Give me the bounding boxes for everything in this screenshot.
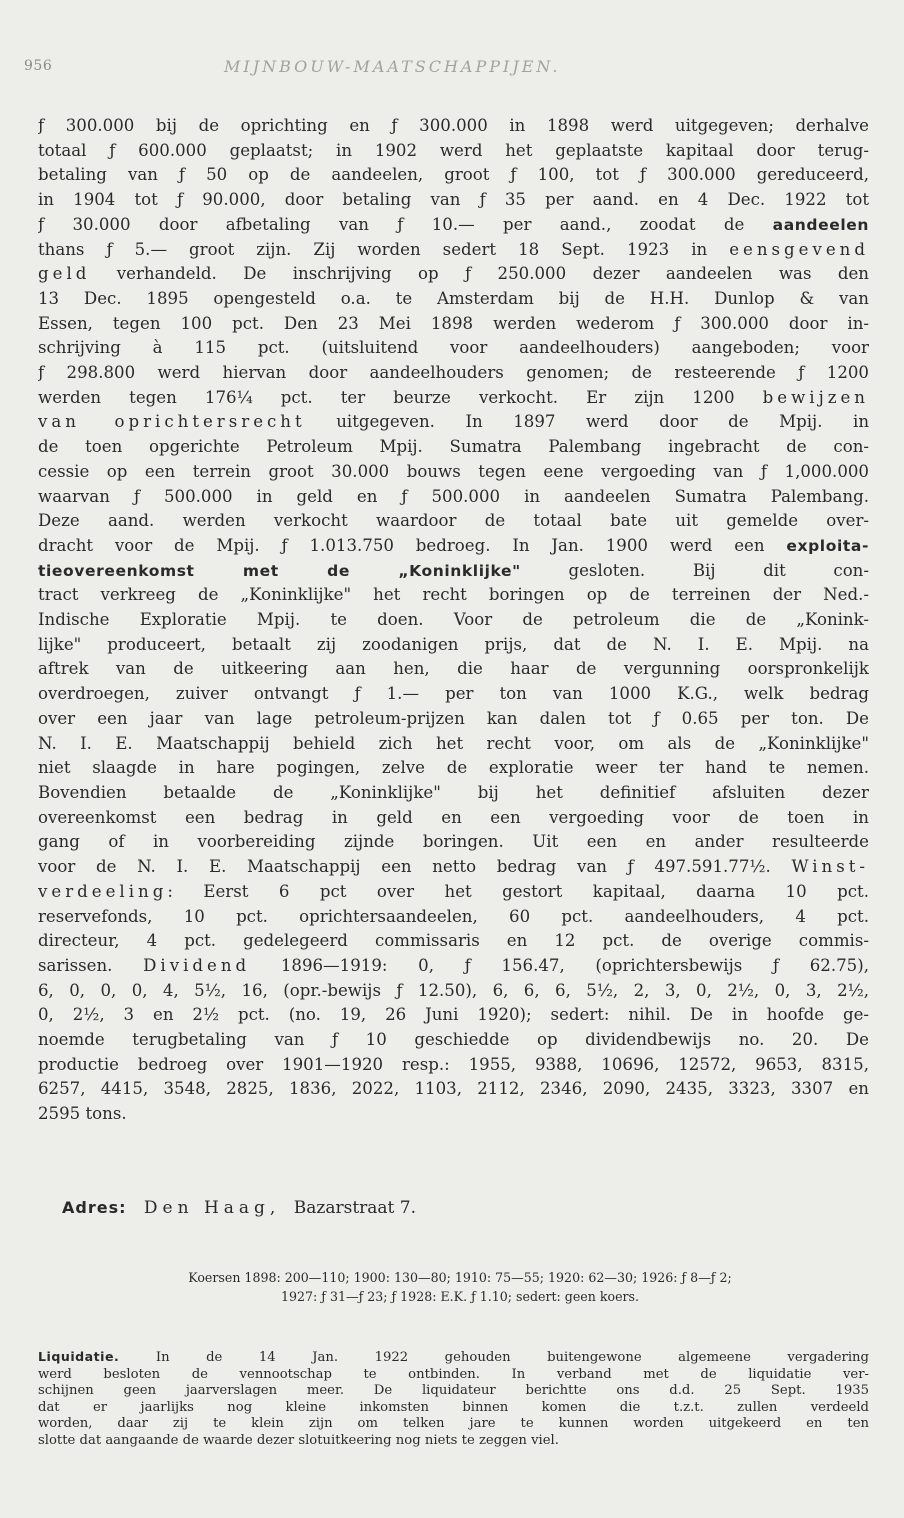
text-line: niet slaagde in hare pogingen, zelve de exploratie weer ter hand te nemen.	[38, 758, 869, 778]
text-line: Deze aand. werden verkocht waardoor de totaal bate uit gemelde over-	[38, 511, 869, 531]
liquidation-line: werd besloten de vennootschap te ontbinden. In verband met de liquidatie ver-	[38, 1366, 869, 1382]
emphasis: verdeeling	[38, 881, 168, 901]
text-line: verdeeling: Eerst 6 pct over het gestort kapitaal, daarna 10 pct.	[38, 881, 869, 901]
emphasis: exploita-	[786, 536, 869, 555]
text-line: totaal ƒ 600.000 geplaatst; in 1902 werd het geplaatste kapitaal door terug-	[38, 140, 869, 160]
text-line: 6257, 4415, 3548, 2825, 1836, 2022, 1103, 2112, 2346, 2090, 2435, 3323, 3307 en	[38, 1079, 869, 1099]
emphasis: Winst-	[791, 857, 869, 877]
text-line: betaling van ƒ 50 op de aandeelen, groot ƒ 100, tot ƒ 300.000 gereduceerd,	[38, 165, 869, 185]
text-line: lijke" produceert, betaalt zij zoodanigen prijs, dat de N. I. E. Mpij. na	[38, 634, 869, 654]
text-line: dracht voor de Mpij. ƒ 1.013.750 bedroeg. In Jan. 1900 werd een exploita-	[38, 535, 869, 555]
text-line: tieovereenkomst met de „Koninklijke" gesloten. Bij dit con-	[38, 560, 869, 580]
text-line: aftrek van de uitkeering aan hen, die haar de vergunning oorspronkelijk	[38, 659, 869, 679]
text-line: ƒ 298.800 werd hiervan door aandeelhouders genomen; de resteerende ƒ 1200	[38, 363, 869, 383]
address-label: Adres:	[62, 1198, 127, 1217]
text-line: noemde terugbetaling van ƒ 10 geschiedde op dividendbewijs no. 20. De	[38, 1030, 869, 1050]
text-line: thans ƒ 5.— groot zijn. Zij worden sedert 18 Sept. 1923 in eensgevend	[38, 239, 869, 259]
address-line	[62, 1198, 416, 1218]
text-line: productie bedroeg over 1901—1920 resp.: 1955, 9388, 10696, 12572, 9653, 8315,	[38, 1054, 869, 1074]
text-line: de toen opgerichte Petroleum Mpij. Sumatra Palembang ingebracht de con-	[38, 437, 869, 457]
emphasis: bewijzen	[762, 387, 869, 407]
text-line: directeur, 4 pct. gedelegeerd commissaris en 12 pct. de overige commis-	[38, 931, 869, 951]
liquidation-line: worden, daar zij te klein zijn om telken jare te kunnen worden uitgekeerd en ten	[38, 1416, 869, 1432]
text-line: ƒ 300.000 bij de oprichting en ƒ 300.000 in 1898 werd uitgegeven; derhalve	[38, 116, 869, 135]
text-line: 0, 2½, 3 en 2½ pct. (no. 19, 26 Juni 1920); sedert: nihil. De in hoofde ge-	[38, 1005, 869, 1025]
text-line: tract verkreeg de „Koninklijke" het recht boringen op de terreinen der Ned.-	[38, 585, 869, 605]
emphasis: van oprichtersrecht	[38, 412, 306, 432]
emphasis: eensgevend	[729, 239, 869, 259]
share-prices-line: 1927: ƒ 31—ƒ 23; ƒ 1928: E.K. ƒ 1.10; sedert: geen koers.	[280, 1289, 640, 1304]
text-line: ƒ 30.000 door afbetaling van ƒ 10.— per aand., zoodat de aandeelen	[38, 214, 869, 234]
text-line: voor de N. I. E. Maatschappij een netto bedrag van ƒ 497.591.77½. Winst-	[38, 857, 869, 877]
text-line: Bovendien betaalde de „Koninklijke" bij het definitief afsluiten dezer	[38, 782, 869, 802]
text-line: overdroegen, zuiver ontvangt ƒ 1.— per ton van 1000 K.G., welk bedrag	[38, 684, 869, 704]
text-line: werden tegen 176¼ pct. ter beurze verkocht. Er zijn 1200 bewijzen	[38, 387, 869, 407]
text-line: 13 Dec. 1895 opengesteld o.a. te Amsterdam bij de H.H. Dunlop & van	[38, 288, 869, 308]
text-line: Indische Exploratie Mpij. te doen. Voor de petroleum die de „Konink-	[38, 610, 869, 630]
text-line: Essen, tegen 100 pct. Den 23 Mei 1898 werden wederom ƒ 300.000 door in-	[38, 313, 869, 333]
page-number: 956	[24, 58, 53, 74]
text-line: 6, 0, 0, 0, 4, 5½, 16, (opr.-bewijs ƒ 12.50), 6, 6, 6, 5½, 2, 3, 0, 2½, 0, 3, 2½,	[38, 980, 869, 1000]
emphasis: geld	[38, 264, 91, 284]
share-prices-line: Koersen 1898: 200—110; 1900: 130—80; 1910: 75—55; 1920: 62—30; 1926: ƒ 8—ƒ 2;	[188, 1270, 732, 1285]
liquidation-line	[38, 1349, 869, 1367]
address-city: Den Haag,	[143, 1198, 281, 1218]
text-line: overeenkomst een bedrag in geld en een vergoeding voor de toen in	[38, 807, 869, 827]
liquidation-line: schijnen geen jaarverslagen meer. De liquidateur berichtte ons d.d. 25 Sept. 1935	[38, 1383, 869, 1399]
liquidation-line: dat er jaarlijks nog kleine inkomsten binnen komen die t.z.t. zullen verdeeld	[38, 1399, 869, 1415]
liquidation-line: slotte dat aangaande de waarde dezer slotuitkeering nog niets te zeggen viel.	[38, 1432, 559, 1448]
text-line: N. I. E. Maatschappij behield zich het recht voor, om als de „Koninklijke"	[38, 733, 869, 753]
liquidation-label: Liquidatie.	[38, 1349, 120, 1364]
text-line: over een jaar van lage petroleum-prijzen kan dalen tot ƒ 0.65 per ton. De	[38, 708, 869, 728]
text-line: 2595 tons.	[38, 1104, 127, 1124]
address-street: Bazarstraat 7.	[293, 1198, 417, 1218]
text-line: schrijving à 115 pct. (uitsluitend voor aandeelhouders) aangeboden; voor	[38, 338, 869, 358]
emphasis: tieovereenkomst met de „Koninklijke"	[38, 561, 521, 580]
text-line: gang of in voorbereiding zijnde boringen. Uit een en ander resulteerde	[38, 832, 869, 852]
running-title: MIJNBOUW-MAATSCHAPPIJEN.	[224, 57, 561, 76]
text-line: waarvan ƒ 500.000 in geld en ƒ 500.000 in aandeelen Sumatra Palembang.	[38, 486, 869, 506]
text-line: cessie op een terrein groot 30.000 bouws tegen eene vergoeding van ƒ 1,000.000	[38, 461, 869, 481]
share-prices	[60, 1268, 860, 1306]
liquidation-text: In de 14 Jan. 1922 gehouden buitengewone algemeene vergadering	[155, 1350, 869, 1365]
text-line: in 1904 tot ƒ 90.000, door betaling van ƒ 35 per aand. en 4 Dec. 1922 tot	[38, 190, 869, 210]
text-line: sarissen. Dividend 1896—1919: 0, ƒ 156.47, (oprichtersbewijs ƒ 62.75),	[38, 955, 869, 975]
text-line: geld verhandeld. De inschrijving op ƒ 250.000 dezer aandeelen was den	[38, 264, 869, 284]
text-line: van oprichtersrecht uitgegeven. In 1897 werd door de Mpij. in	[38, 412, 869, 432]
text-line: reservefonds, 10 pct. oprichtersaandeelen, 60 pct. aandeelhouders, 4 pct.	[38, 906, 869, 926]
emphasis: Dividend	[143, 955, 251, 975]
page-header	[24, 58, 880, 84]
liquidation-note	[38, 1349, 869, 1450]
emphasis: aandeelen	[772, 215, 869, 234]
company-description	[38, 114, 869, 1127]
